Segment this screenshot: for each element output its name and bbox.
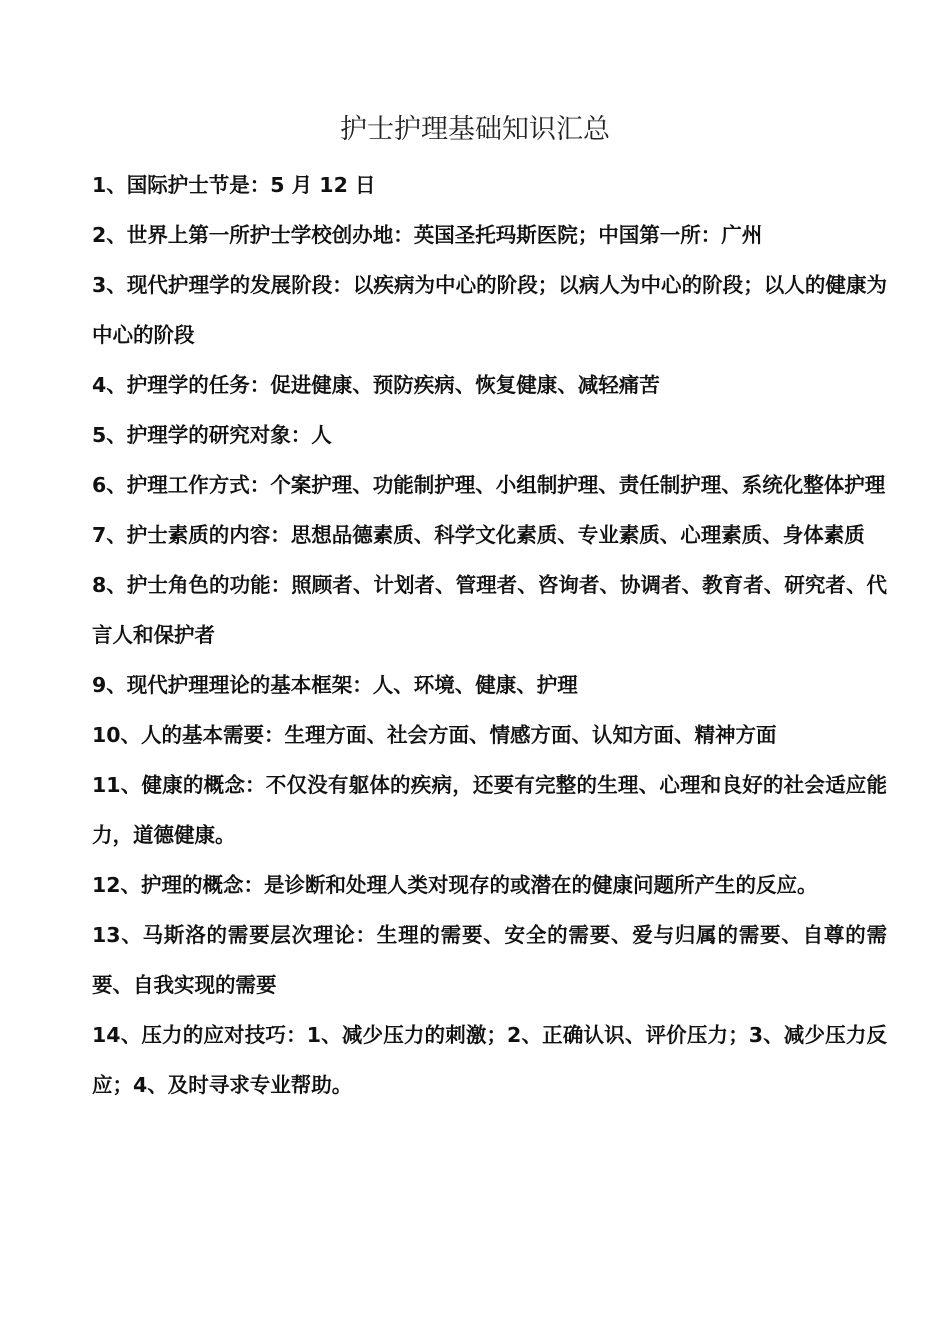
list-item: 5、护理学的研究对象：人 — [92, 423, 332, 447]
list-item: 2、世界上第一所护士学校创办地：英国圣托玛斯医院；中国第一所：广州 — [92, 223, 763, 247]
list-item: 10、人的基本需要：生理方面、社会方面、情感方面、认知方面、精神方面 — [92, 723, 777, 747]
list-item: 7、护士素质的内容：思想品德素质、科学文化素质、专业素质、心理素质、身体素质 — [92, 523, 865, 547]
list-item: 9、现代护理理论的基本框架：人、环境、健康、护理 — [92, 673, 578, 697]
list-item: 11、健康的概念：不仅没有躯体的疾病，还要有完整的生理、心理和良好的社会适应能力，道德健康。 — [92, 773, 887, 847]
list-item: 8、护士角色的功能：照顾者、计划者、管理者、咨询者、协调者、教育者、研究者、代言人和保护者 — [92, 573, 887, 647]
list-item: 6、护理工作方式：个案护理、功能制护理、小组制护理、责任制护理、系统化整体护理 — [92, 473, 886, 497]
document-title: 护士护理基础知识汇总 — [340, 114, 610, 145]
document-body — [92, 160, 887, 1110]
list-item: 1、国际护士节是：5 月 12 日 — [92, 173, 376, 197]
list-item: 12、护理的概念：是诊断和处理人类对现存的或潜在的健康问题所产生的反应。 — [92, 873, 818, 897]
list-item: 3、现代护理学的发展阶段：以疾病为中心的阶段；以病人为中心的阶段；以人的健康为中心的阶段 — [92, 273, 887, 347]
list-item: 4、护理学的任务：促进健康、预防疾病、恢复健康、减轻痛苦 — [92, 373, 660, 397]
list-item: 14、压力的应对技巧：1、减少压力的刺激；2、正确认识、评价压力；3、减少压力反应；4、及时寻求专业帮助。 — [92, 1023, 887, 1097]
list-item: 13、马斯洛的需要层次理论：生理的需要、安全的需要、爱与归属的需要、自尊的需要、自我实现的需要 — [92, 923, 887, 997]
